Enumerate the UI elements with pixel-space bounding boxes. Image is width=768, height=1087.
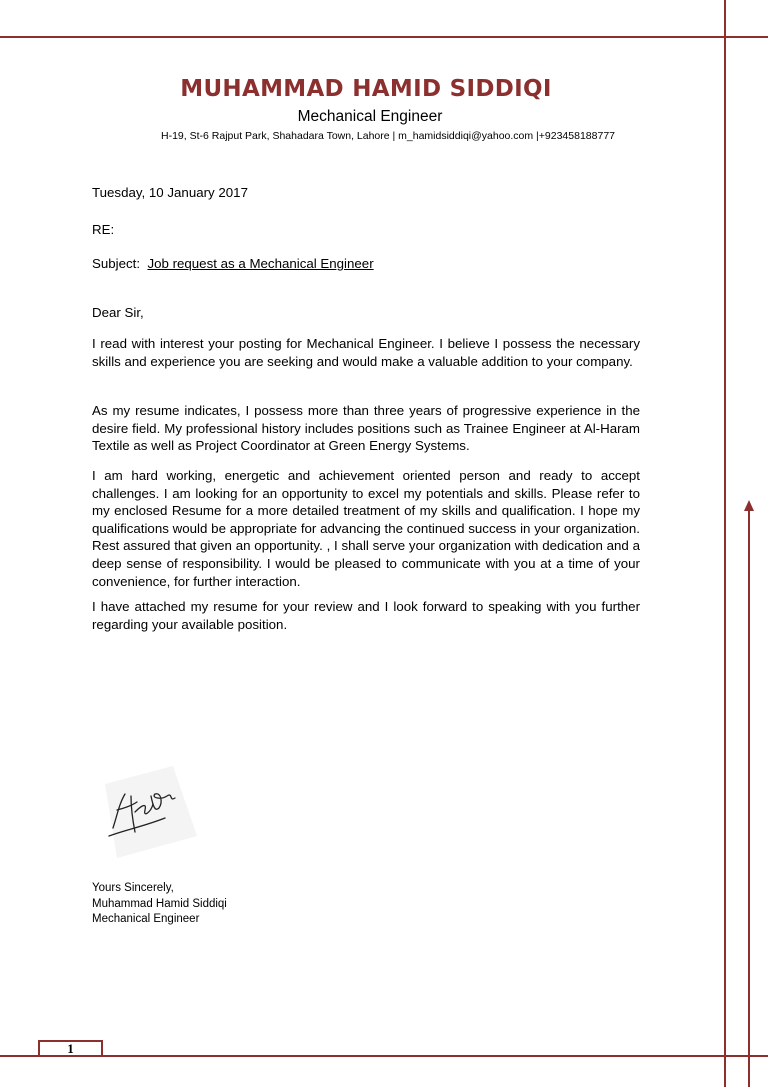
bottom-border-line xyxy=(0,1055,768,1057)
paragraph: As my resume indicates, I possess more than three years of progressive experience in the desire field. My professional history includes positions such as Trainee Engineer at Al-Haram Textile as well as Project Coordinator at Green Energy Systems. xyxy=(92,403,640,454)
closing-block xyxy=(92,881,640,928)
letter-date: Tuesday, 10 January 2017 xyxy=(92,185,248,200)
re-line: RE: xyxy=(92,222,115,237)
page-number-tab-right xyxy=(101,1040,103,1057)
paragraph: I have attached my resume for your review and I look forward to speaking with you further regarding your available position. xyxy=(92,599,640,632)
page-number: 1 xyxy=(67,1041,74,1056)
arrow-line xyxy=(748,510,750,1087)
sender-title: Mechanical Engineer xyxy=(297,108,443,125)
subject-value: Job request as a Mechanical Engineer xyxy=(147,256,374,271)
signature-image xyxy=(95,766,197,858)
salutation: Dear Sir, xyxy=(92,305,144,320)
paragraph: I read with interest your posting for Mechanical Engineer. I believe I possess the necessary skills and experience you are seeking and would make a valuable addition to your company. xyxy=(92,336,640,369)
subject-line xyxy=(92,255,640,273)
subject-label: Subject: xyxy=(92,256,141,271)
top-border-line xyxy=(0,36,768,38)
signer-title: Mechanical Engineer xyxy=(92,913,200,925)
arrow-up-icon xyxy=(744,500,754,511)
sender-name: MUHAMMAD HAMID SIDDIQI xyxy=(180,76,552,102)
paragraph: I am hard working, energetic and achievement oriented person and ready to accept challenges. I am looking for an opportunity to excel my potentials and skills. Please refer to my enclosed Resume for a more detailed treatment of my skills and qualification. I hope my qualifications would be appropriate for advancing the continued success in your organization. Rest assured that given an opportunity. , I shall serve your organization with dedication and a deep sense of responsibility. I would be pleased to communicate with you at a time of your convenience, for further interaction. xyxy=(92,468,640,589)
right-border-line xyxy=(724,0,726,1087)
closing-text: Yours Sincerely, xyxy=(92,882,174,894)
signer-name: Muhammad Hamid Siddiqi xyxy=(92,897,227,910)
sender-contact: H-19, St-6 Rajput Park, Shahadara Town, Lahore | m_hamidsiddiqi@yahoo.com |+923458188777 xyxy=(161,130,615,142)
